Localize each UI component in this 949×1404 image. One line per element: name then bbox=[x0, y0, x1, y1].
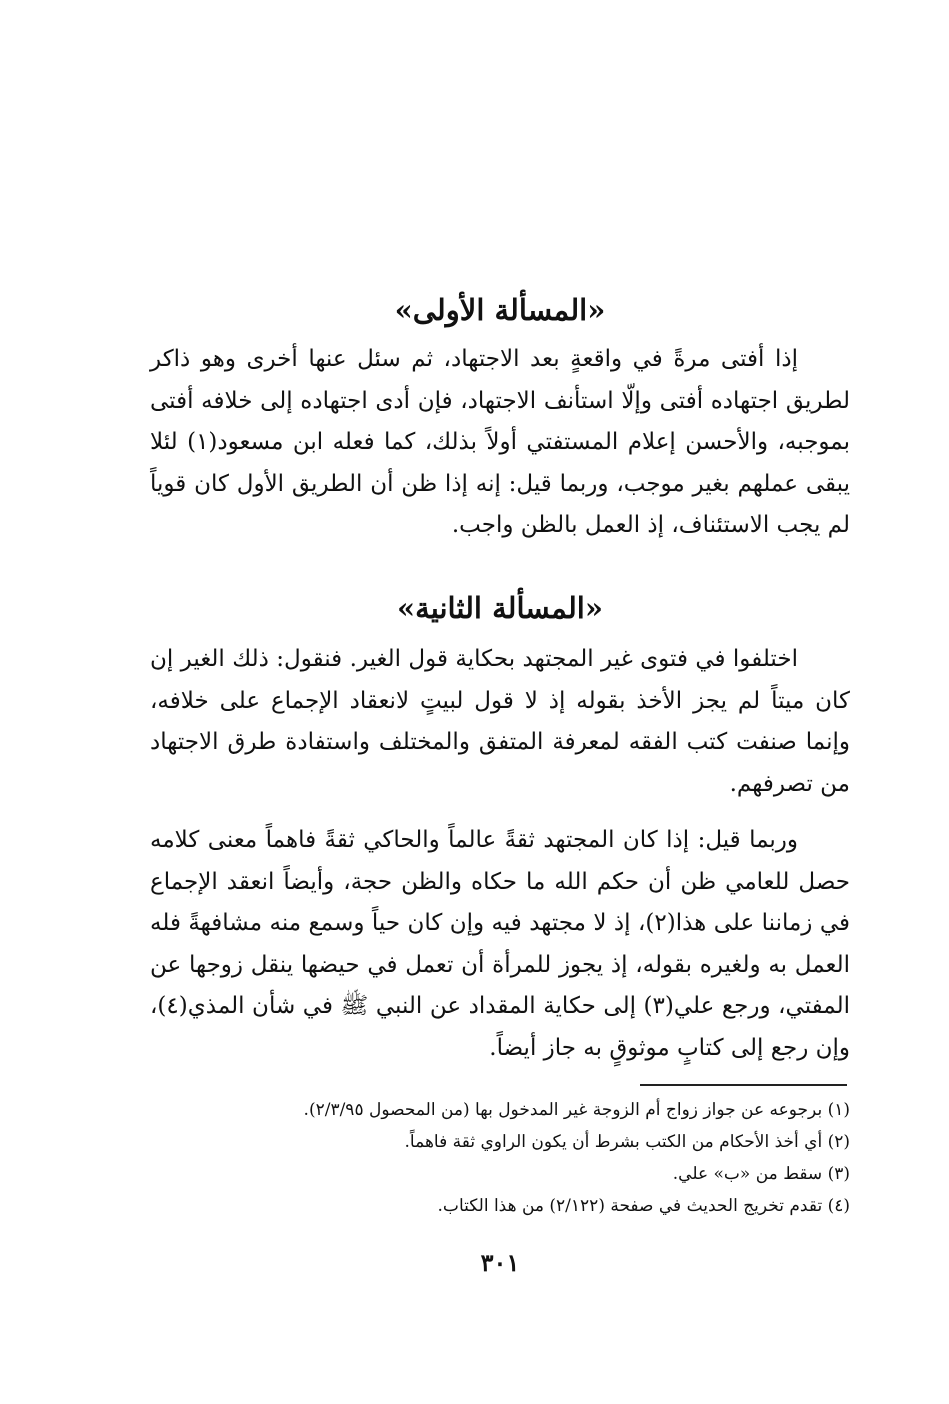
section-2-title: «المسألة الثانية» bbox=[397, 591, 603, 625]
footnote-1: (١) برجوعه عن جواز زواج أم الزوجة غير المدخول بها (من المحصول ٢/٣/٩٥). bbox=[303, 1100, 850, 1120]
section-1-body bbox=[150, 339, 850, 547]
footnote-separator bbox=[640, 1084, 847, 1086]
section-2-body bbox=[150, 639, 850, 805]
footnotes bbox=[150, 1094, 850, 1222]
section-2-paragraph-2: وربما قيل: إذا كان المجتهد ثقةً عالماً والحاكي ثقةً فاهماً معنى كلامه حصل للعامي ظن أن حكم الله ما حكاه والظن حجة، وأيضاً انعقد الإجماع في زماننا على هذا(٢)، إذ لا مجتهد فيه وإن كان حياً وسمع منه مشافهةً فله العمل به ولغيره بقوله، إذ يجوز للمرأة أن تعمل في حيضها ينقل زوجها عن المفتي، ورجع علي(٣) إلى حكاية المقداد عن النبي ﷺ في شأن المذي(٤)، وإن رجع إلى كتابٍ موثوقٍ به جاز أيضاً. bbox=[150, 827, 850, 1061]
section-2-paragraph-1: اختلفوا في فتوى غير المجتهد بحكاية قول الغير. فنقول: ذلك الغير إن كان ميتاً لم يجز الأخذ بقوله إذ لا قول لبيتٍ لانعقاد الإجماع على خلافه، وإنما صنفت كتب الفقه لمعرفة المتفق والمختلف واستفادة طرق الاجتهاد من تصرفهم. bbox=[150, 646, 850, 797]
footnote-3: (٣) سقط من «ب» علي. bbox=[672, 1164, 850, 1184]
footnote-4: (٤) تقدم تخريج الحديث في صفحة (٢/١٢٢) من هذا الكتاب. bbox=[437, 1196, 850, 1216]
section-1-title: «المسألة الأولى» bbox=[394, 293, 606, 327]
footnote-2: (٢) أي أخذ الأحكام من الكتب بشرط أن يكون الراوي ثقة فاهماً. bbox=[404, 1132, 850, 1152]
page-number: ٣٠١ bbox=[480, 1248, 520, 1277]
section-2-body-continued bbox=[150, 820, 850, 1069]
section-1-paragraph: إذا أفتى مرةً في واقعةٍ بعد الاجتهاد، ثم سئل عنها أخرى وهو ذاكر لطريق اجتهاده أفتى وإلّا استأنف الاجتهاد، فإن أدى اجتهاده إلى خلافه أفتى بموجبه، والأحسن إعلام المستفتي أولاً بذلك، كما فعله ابن مسعود(١) لئلا يبقى عملهم بغير موجب، وربما قيل: إنه إذا ظن أن الطريق الأول كان قوياً لم يجب الاستئناف، إذ العمل بالظن واجب. bbox=[150, 346, 850, 538]
